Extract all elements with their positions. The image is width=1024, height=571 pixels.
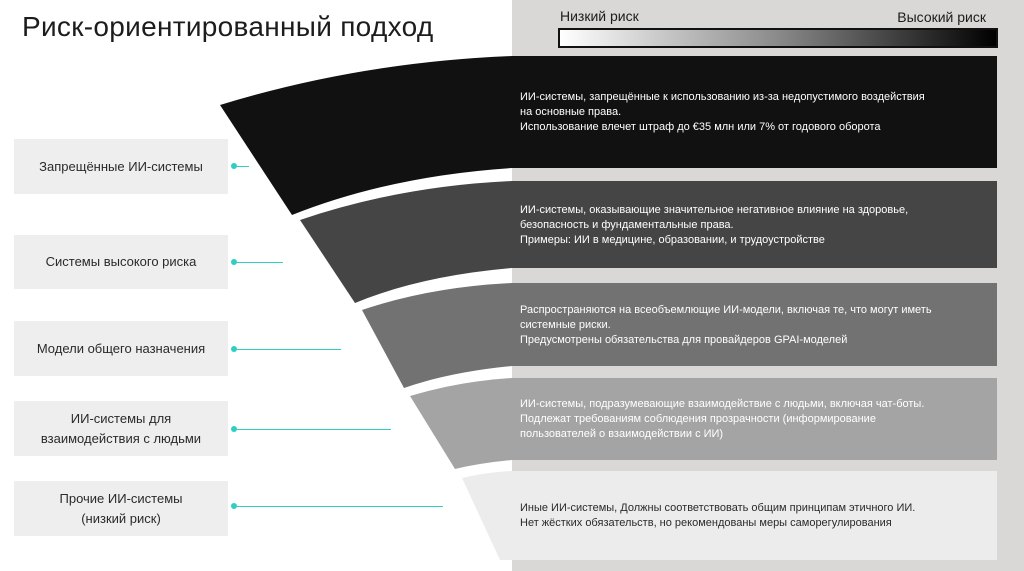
tier-label-general-purpose <box>14 321 228 376</box>
tier-label-prohibited <box>14 139 228 194</box>
description-line: системные риски. <box>520 319 611 331</box>
description-line: ИИ-системы, подразумевающие взаимодействие с людьми, включая чат-боты. <box>520 398 925 410</box>
tier-label-low-risk <box>14 481 228 536</box>
label-line: Запрещённые ИИ-системы <box>39 158 203 174</box>
connector-line <box>237 349 341 350</box>
tier-label-high-risk <box>14 235 228 289</box>
description-line: Использование влечет штраф до €35 млн или 7% от годового оборота <box>520 121 881 133</box>
connector-line <box>237 262 283 263</box>
description-line: Примеры: ИИ в медицине, образовании, и трудоустройстве <box>520 234 825 246</box>
tier-description-high-risk <box>520 203 908 248</box>
tier-label-interaction <box>14 401 228 456</box>
tier-description-interaction <box>520 397 924 442</box>
description-line: безопасность и фундаментальные права. <box>520 219 734 231</box>
description-line: Нет жёстких обязательств, но рекомендованы меры саморегулирования <box>520 517 892 529</box>
label-line: ИИ-системы для <box>70 410 172 426</box>
description-line: Подлежат требованиям соблюдения прозрачности (информирование <box>520 413 876 425</box>
label-line: Модели общего назначения <box>36 340 206 356</box>
description-line: Распространяются на всеобъемлющие ИИ-модели, включая те, что могут иметь <box>520 304 932 316</box>
label-line: (низкий риск) <box>81 510 161 526</box>
description-line: на основные права. <box>520 106 622 118</box>
tier-description-general-purpose <box>520 303 932 348</box>
page-title: Риск-ориентированный подход <box>22 11 434 42</box>
scale-high-label: Высокий риск <box>897 9 986 25</box>
description-line: Предусмотрены обязательства для провайдеров GPAI-моделей <box>520 334 848 346</box>
connector-line <box>237 429 391 430</box>
description-line: ИИ-системы, оказывающие значительное негативное влияние на здоровье, <box>520 204 909 216</box>
tier-description-low-risk <box>520 501 915 531</box>
connector-line <box>237 506 443 507</box>
description-line: пользователей о взаимодействии с ИИ) <box>520 428 724 440</box>
description-line: ИИ-системы, запрещённые к использованию из-за недопустимого воздействия <box>520 91 925 103</box>
scale-low-label: Низкий риск <box>560 8 639 24</box>
label-line: взаимодействия с людьми <box>40 430 202 446</box>
connector-line <box>237 166 249 167</box>
label-line: Системы высокого риска <box>45 254 197 269</box>
description-line: Иные ИИ-системы, Должны соответствовать общим принципам этичного ИИ. <box>520 502 916 514</box>
label-line: Прочие ИИ-системы <box>59 490 183 506</box>
tier-description-prohibited <box>520 90 925 135</box>
